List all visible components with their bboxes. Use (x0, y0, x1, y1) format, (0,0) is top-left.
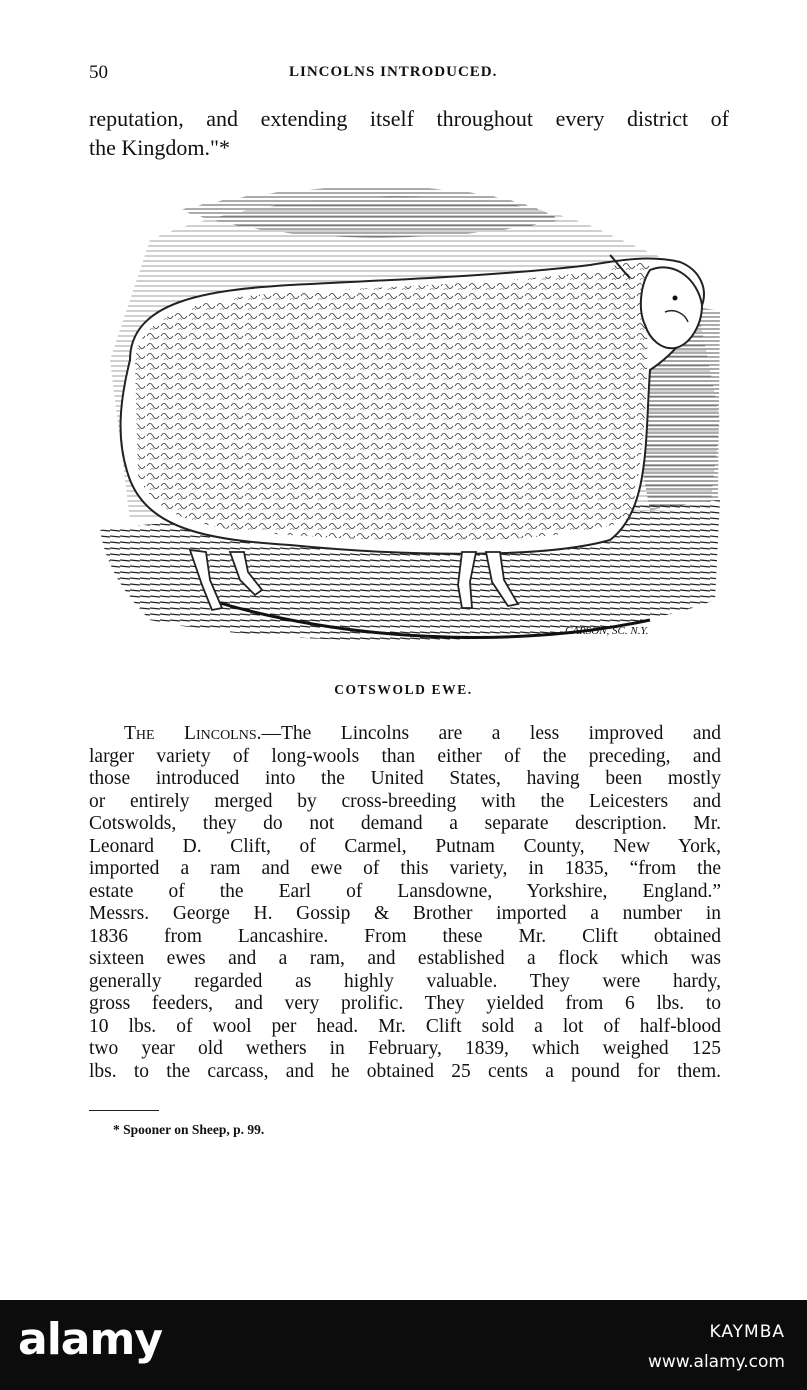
body-paragraph (89, 723, 721, 1083)
text-line: generally regarded as highly valuable. They were hardy, (89, 970, 721, 992)
site-url: www.alamy.com (647, 1352, 785, 1372)
text-line: Messrs. George H. Gossip & Brother imported a number in (89, 903, 721, 924)
text-line: Leonard D. Clift, of Carmel, Putnam County, New York, (89, 835, 721, 857)
figure-caption: COTSWOLD EWE. (334, 682, 473, 697)
engraver-signature: CARSON, SC. N.Y. (565, 625, 649, 637)
page-number: 50 (89, 62, 108, 83)
text-line: sixteen ewes and a ram, and established a flock which was (89, 948, 721, 969)
text-line: reputation, and extending itself throughout every district of (89, 106, 729, 131)
page-header (89, 62, 729, 92)
alamy-logo: alamy (18, 1314, 162, 1365)
text-line: or entirely merged by cross-breeding with the Leicesters and (89, 790, 721, 812)
text-line (89, 723, 721, 746)
text-line-rest: —The Lincolns are a less improved and (261, 723, 722, 744)
text-line: gross feeders, and very prolific. They yielded from 6 lbs. to (89, 993, 721, 1014)
text-line: the Kingdom."* (89, 135, 230, 160)
text-line: those introduced into the United States, having been mostly (89, 768, 721, 789)
cotswold-ewe-illustration (90, 180, 720, 670)
section-lead-in: The Lincolns. (124, 723, 262, 744)
image-id: KAYMBA (709, 1322, 785, 1342)
text-line: lbs. to the carcass, and he obtained 25 cents a pound for them. (89, 1060, 721, 1082)
footnote-rule (89, 1110, 159, 1111)
footnote: * Spooner on Sheep, p. 99. (113, 1122, 265, 1137)
text-line: larger variety of long-wools than either of the preceding, and (89, 745, 721, 767)
text-line: estate of the Earl of Lansdowne, Yorkshire, England.” (89, 880, 721, 902)
text-line: 1836 from Lancashire. From these Mr. Clift obtained (89, 925, 721, 947)
text-line: 10 lbs. of wool per head. Mr. Clift sold a lot of half-blood (89, 1015, 721, 1037)
watermark-banner (0, 1300, 807, 1390)
opening-paragraph (89, 104, 729, 162)
sheep-engraving (90, 180, 720, 670)
text-line: imported a ram and ewe of this variety, in 1835, “from the (89, 858, 721, 879)
text-line: two year old wethers in February, 1839, which weighed 125 (89, 1038, 721, 1059)
text-line: Cotswolds, they do not demand a separate description. Mr. (89, 813, 721, 834)
running-head: LINCOLNS INTRODUCED. (289, 64, 498, 80)
